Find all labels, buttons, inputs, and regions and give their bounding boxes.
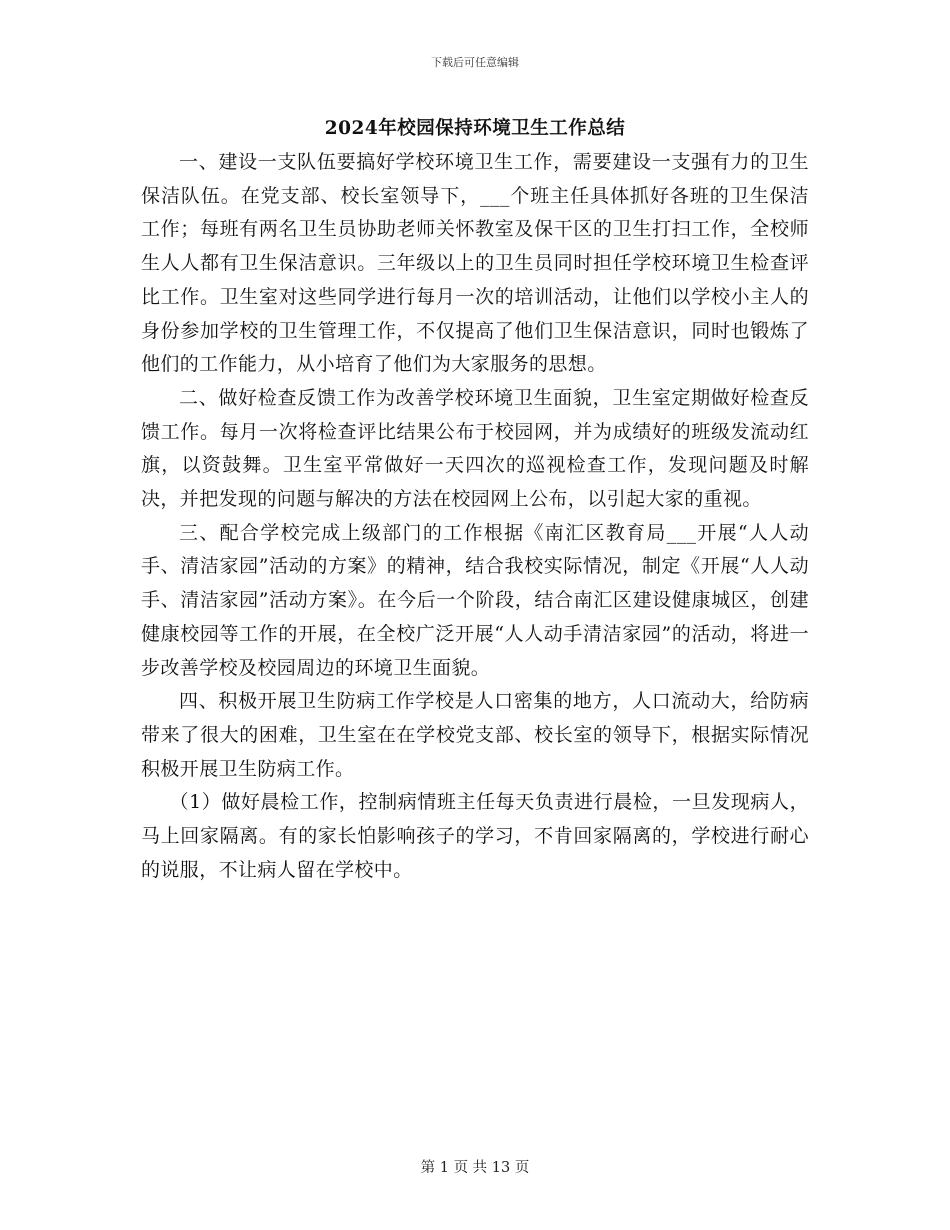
paragraph-1: 一、建设一支队伍要搞好学校环境卫生工作，需要建设一支强有力的卫生保洁队伍。在党支部、校长室领导下，___个班主任具体抓好各班的卫生保洁工作；每班有两名卫生员协助老师关怀教室及保干区的卫生打扫工作，全校师生人人都有卫生保洁意识。三年级以上的卫生员同时担任学校环境卫生检查评比工作。卫生室对这些同学进行每月一次的培训活动，让他们以学校小主人的身份参加学校的卫生管理工作，不仅提高了他们卫生保洁意识，同时也锻炼了他们的工作能力，从小培育了他们为大家服务的思想。 [141,151,809,376]
paragraph-5: （1）做好晨检工作，控制病情班主任每天负责进行晨检，一旦发现病人，马上回家隔离。有的家长怕影响孩子的学习，不肯回家隔离的，学校进行耐心的说服，不让病人留在学校中。 [141,791,809,881]
paragraph-3: 三、配合学校完成上级部门的工作根据《南汇区教育局___开展“人人动手、清洁家园”活动的方案》的精神，结合我校实际情况，制定《开展“人人动手、清洁家园”活动方案》。在今后一个阶段，结合南汇区建设健康城区，创建健康校园等工作的开展，在全校广泛开展“人人动手清洁家园”的活动，将进一步改善学校及校园周边的环境卫生面貌。 [141,521,809,679]
document-title: 2024年校园保持环境卫生工作总结 [324,118,626,139]
page-footer: 第 1 页 共 13 页 [420,1160,530,1176]
header-note: 下载后可任意编辑 [431,56,519,69]
paragraph-4: 四、积极开展卫生防病工作学校是人口密集的地方，人口流动大，给防病带来了很大的困难，卫生室在在学校党支部、校长室的领导下，根据实际情况积极开展卫生防病工作。 [141,690,809,780]
paragraph-2: 二、做好检查反馈工作为改善学校环境卫生面貌，卫生室定期做好检查反馈工作。每月一次将检查评比结果公布于校园网，并为成绩好的班级发流动红旗，以资鼓舞。卫生室平常做好一天四次的巡视检查工作，发现问题及时解决，并把发现的问题与解决的方法在校园网上公布，以引起大家的重视。 [141,386,809,511]
document-body [141,146,809,887]
